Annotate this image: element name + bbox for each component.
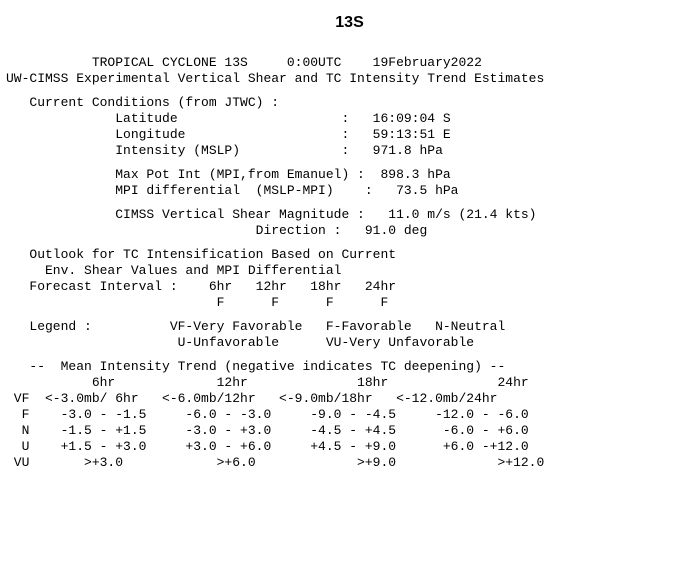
blank-line	[6, 239, 544, 247]
trend-row-n: N -1.5 - +1.5 -3.0 - +3.0 -4.5 - +4.5 -6.0 - +6.0	[6, 423, 529, 438]
outlook-heading: Outlook for TC Intensification Based on Current	[6, 247, 397, 262]
shear-direction-row: Direction : 91.0 deg	[6, 223, 428, 238]
trend-row-vf: VF <-3.0mb/ 6hr <-6.0mb/12hr <-9.0mb/18hr <-12.0mb/24hr	[6, 391, 498, 406]
forecast-interval-row: Forecast Interval : 6hr 12hr 18hr 24hr	[6, 279, 397, 294]
report-header-line: TROPICAL CYCLONE 13S 0:00UTC 19February2022	[6, 55, 482, 70]
shear-magnitude-row: CIMSS Vertical Shear Magnitude : 11.0 m/s (21.4 kts)	[6, 207, 537, 222]
blank-line	[6, 87, 544, 95]
legend-row: Legend : VF-Very Favorable F-Favorable N-Neutral	[6, 319, 506, 334]
blank-line	[6, 159, 544, 167]
outlook-subheading: Env. Shear Values and MPI Differential	[6, 263, 342, 278]
trend-row-vu: VU >+3.0 >+6.0 >+9.0 >+12.0	[6, 455, 545, 470]
report-subtitle-line: UW-CIMSS Experimental Vertical Shear and TC Intensity Trend Estimates	[6, 71, 545, 86]
blank-line	[6, 311, 544, 319]
latitude-row: Latitude : 16:09:04 S	[6, 111, 451, 126]
trend-row-u: U +1.5 - +3.0 +3.0 - +6.0 +4.5 - +9.0 +6.0 -+12.0	[6, 439, 529, 454]
trend-table-header: 6hr 12hr 18hr 24hr	[6, 375, 529, 390]
mpi-row: Max Pot Int (MPI,from Emanuel) : 898.3 hPa	[6, 167, 451, 182]
longitude-row: Longitude : 59:13:51 E	[6, 127, 451, 142]
report-body	[6, 55, 544, 471]
blank-line	[6, 351, 544, 359]
trend-table-title: -- Mean Intensity Trend (negative indicates TC deepening) --	[6, 359, 506, 374]
legend-row-2: U-Unfavorable VU-Very Unfavorable	[6, 335, 475, 350]
trend-row-f: F -3.0 - -1.5 -6.0 - -3.0 -9.0 - -4.5 -12.0 - -6.0	[6, 407, 529, 422]
current-conditions-heading: Current Conditions (from JTWC) :	[6, 95, 280, 110]
forecast-values-row: F F F F	[6, 295, 389, 310]
mpi-differential-row: MPI differential (MSLP-MPI) : 73.5 hPa	[6, 183, 459, 198]
page-title: 13S	[335, 14, 364, 31]
blank-line	[6, 199, 544, 207]
intensity-row: Intensity (MSLP) : 971.8 hPa	[6, 143, 443, 158]
